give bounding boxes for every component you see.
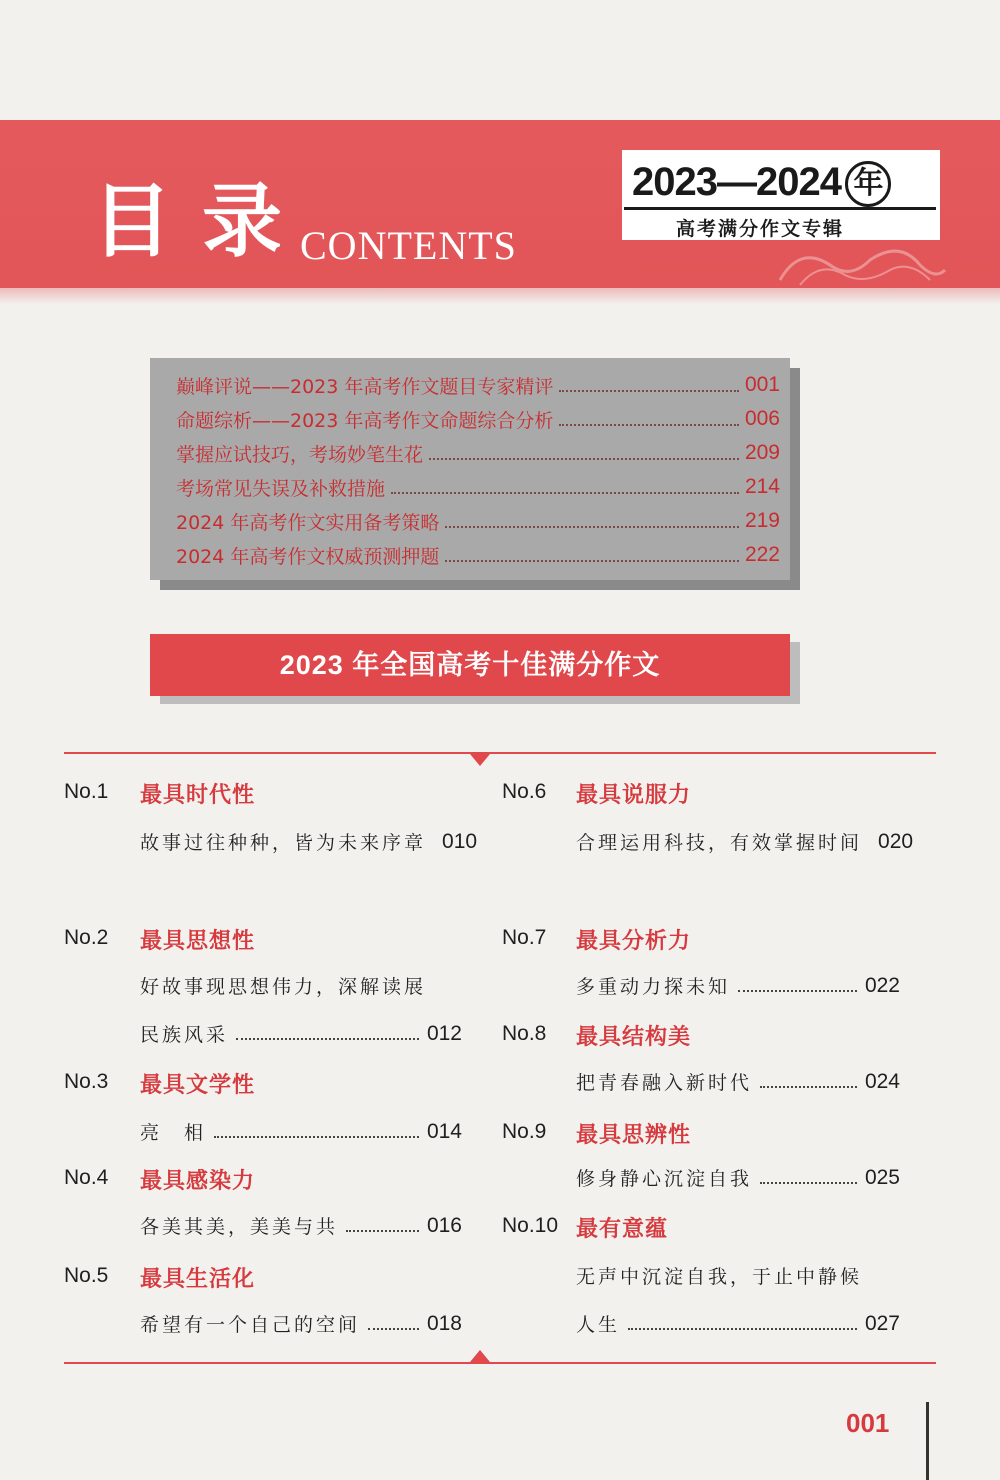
entry-title-row[interactable] xyxy=(576,1164,900,1191)
special-section-title: 2024 年高考作文实用备考策略 xyxy=(176,511,440,534)
leader-dots xyxy=(429,446,739,460)
special-section-item[interactable] xyxy=(176,506,780,536)
divider-triangle-up-icon xyxy=(470,1350,490,1362)
special-section-item[interactable] xyxy=(176,370,780,400)
special-section-item[interactable] xyxy=(176,438,780,468)
special-section-page: 209 xyxy=(744,441,780,464)
top-divider xyxy=(64,752,936,754)
entry-page: 025 xyxy=(864,1165,900,1189)
leader-dots xyxy=(214,1126,419,1138)
entry-page: 020 xyxy=(878,829,914,853)
entry-page: 027 xyxy=(864,1311,900,1335)
entry-category: 最具思想性 xyxy=(140,929,256,954)
leader-dots xyxy=(368,1318,419,1330)
entry-page: 024 xyxy=(864,1069,900,1093)
leader-dots xyxy=(445,514,739,528)
book-subtitle: 高考满分作文专辑 xyxy=(676,218,845,240)
leader-dots xyxy=(760,1076,857,1088)
entry-title-row[interactable] xyxy=(140,1118,462,1145)
leader-dots xyxy=(236,1028,419,1040)
entry-category: 最具生活化 xyxy=(140,1267,256,1292)
entry-category: 最具分析力 xyxy=(576,929,692,954)
entry-title-line: 故事过往种种，皆为未来序章 xyxy=(140,832,427,854)
entry-title-line: 修身静心沉淀自我 xyxy=(576,1168,753,1190)
entry-category: 最具结构美 xyxy=(576,1025,692,1050)
section-banner: 2023 年全国高考十佳满分作文 xyxy=(150,634,790,696)
leader-dots xyxy=(559,378,739,392)
cloud-ornament-icon xyxy=(770,240,950,290)
entry-category: 最具文学性 xyxy=(140,1073,256,1098)
year-range xyxy=(632,160,891,207)
special-section-page: 219 xyxy=(744,509,780,532)
entry-title-row[interactable] xyxy=(140,1212,462,1239)
entry-title-line: 民族风采 xyxy=(140,1024,229,1046)
entry-number: No.9 xyxy=(502,1120,547,1143)
page-number-bar xyxy=(926,1402,929,1480)
special-section-item[interactable] xyxy=(176,404,780,434)
entry-title-row[interactable] xyxy=(576,828,914,855)
entry-title-line: 把青春融入新时代 xyxy=(576,1072,753,1094)
entry-title-line: 合理运用科技，有效掌握时间 xyxy=(576,832,863,854)
entry-title-line[interactable]: 无声中沉淀自我，于止中静候 xyxy=(576,1266,863,1288)
special-section-title: 巅峰评说——2023 年高考作文题目专家精评 xyxy=(176,375,554,398)
entry-page: 014 xyxy=(426,1119,462,1143)
entry-number: No.8 xyxy=(502,1022,547,1045)
bottom-divider xyxy=(64,1362,936,1364)
entry-title-line[interactable]: 好故事现思想伟力，深解读展 xyxy=(140,976,427,998)
special-section-title: 掌握应试技巧，考场妙笔生花 xyxy=(176,443,424,466)
special-section-page: 006 xyxy=(744,407,780,430)
special-section-page: 214 xyxy=(744,475,780,498)
page-number: 001 xyxy=(846,1408,890,1438)
entry-page: 010 xyxy=(442,829,478,853)
entry-title-line: 各美其美，美美与共 xyxy=(140,1216,339,1238)
special-section-page: 001 xyxy=(744,373,780,396)
divider-triangle-down-icon xyxy=(470,754,490,766)
entry-category: 最具说服力 xyxy=(576,783,692,808)
entry-number: No.1 xyxy=(64,780,109,803)
page-title-cn: 目录 xyxy=(92,175,312,268)
entry-title-line: 希望有一个自己的空间 xyxy=(140,1314,361,1336)
entry-title-row[interactable] xyxy=(576,972,900,999)
special-section-item[interactable] xyxy=(176,472,780,502)
entry-number: No.10 xyxy=(502,1214,559,1237)
entry-title-row[interactable] xyxy=(140,1310,462,1337)
leader-dots xyxy=(391,480,739,494)
entry-number: No.7 xyxy=(502,926,547,949)
entry-category: 最有意蕴 xyxy=(576,1217,669,1242)
entry-page: 012 xyxy=(426,1021,462,1045)
leader-dots xyxy=(346,1220,419,1232)
entry-number: No.2 xyxy=(64,926,109,949)
entry-title-line: 多重动力探未知 xyxy=(576,976,731,998)
special-section-item[interactable] xyxy=(176,540,780,570)
entry-title-row[interactable] xyxy=(140,828,478,855)
entry-number: No.4 xyxy=(64,1166,109,1189)
entry-title-line: 亮 相 xyxy=(140,1122,207,1144)
header-band-shadow xyxy=(0,288,1000,304)
entry-category: 最具思辨性 xyxy=(576,1123,692,1148)
entry-category: 最具感染力 xyxy=(140,1169,256,1194)
page-title-en: CONTENTS xyxy=(300,223,517,268)
entry-number: No.6 xyxy=(502,780,547,803)
entry-page: 018 xyxy=(426,1311,462,1335)
entry-title-row[interactable] xyxy=(140,1020,462,1047)
entry-category: 最具时代性 xyxy=(140,783,256,808)
year-rule xyxy=(624,207,936,210)
entry-title-line: 人生 xyxy=(576,1314,621,1336)
entry-page: 016 xyxy=(426,1213,462,1237)
special-section-page: 222 xyxy=(744,543,780,566)
special-section-title: 2024 年高考作文权威预测押题 xyxy=(176,545,440,568)
special-section-title: 考场常见失误及补救措施 xyxy=(176,477,386,500)
leader-dots xyxy=(628,1318,857,1330)
year-char-circle: 年 xyxy=(845,161,891,207)
leader-dots xyxy=(760,1172,857,1184)
year-range-text: 2023—2024 xyxy=(632,160,841,204)
entry-number: No.3 xyxy=(64,1070,109,1093)
entry-title-row[interactable] xyxy=(576,1310,900,1337)
leader-dots xyxy=(738,980,857,992)
entry-number: No.5 xyxy=(64,1264,109,1287)
leader-dots xyxy=(445,548,739,562)
entry-page: 022 xyxy=(864,973,900,997)
leader-dots xyxy=(559,412,739,426)
entry-title-row[interactable] xyxy=(576,1068,900,1095)
special-section-title: 命题综析——2023 年高考作文命题综合分析 xyxy=(176,409,554,432)
